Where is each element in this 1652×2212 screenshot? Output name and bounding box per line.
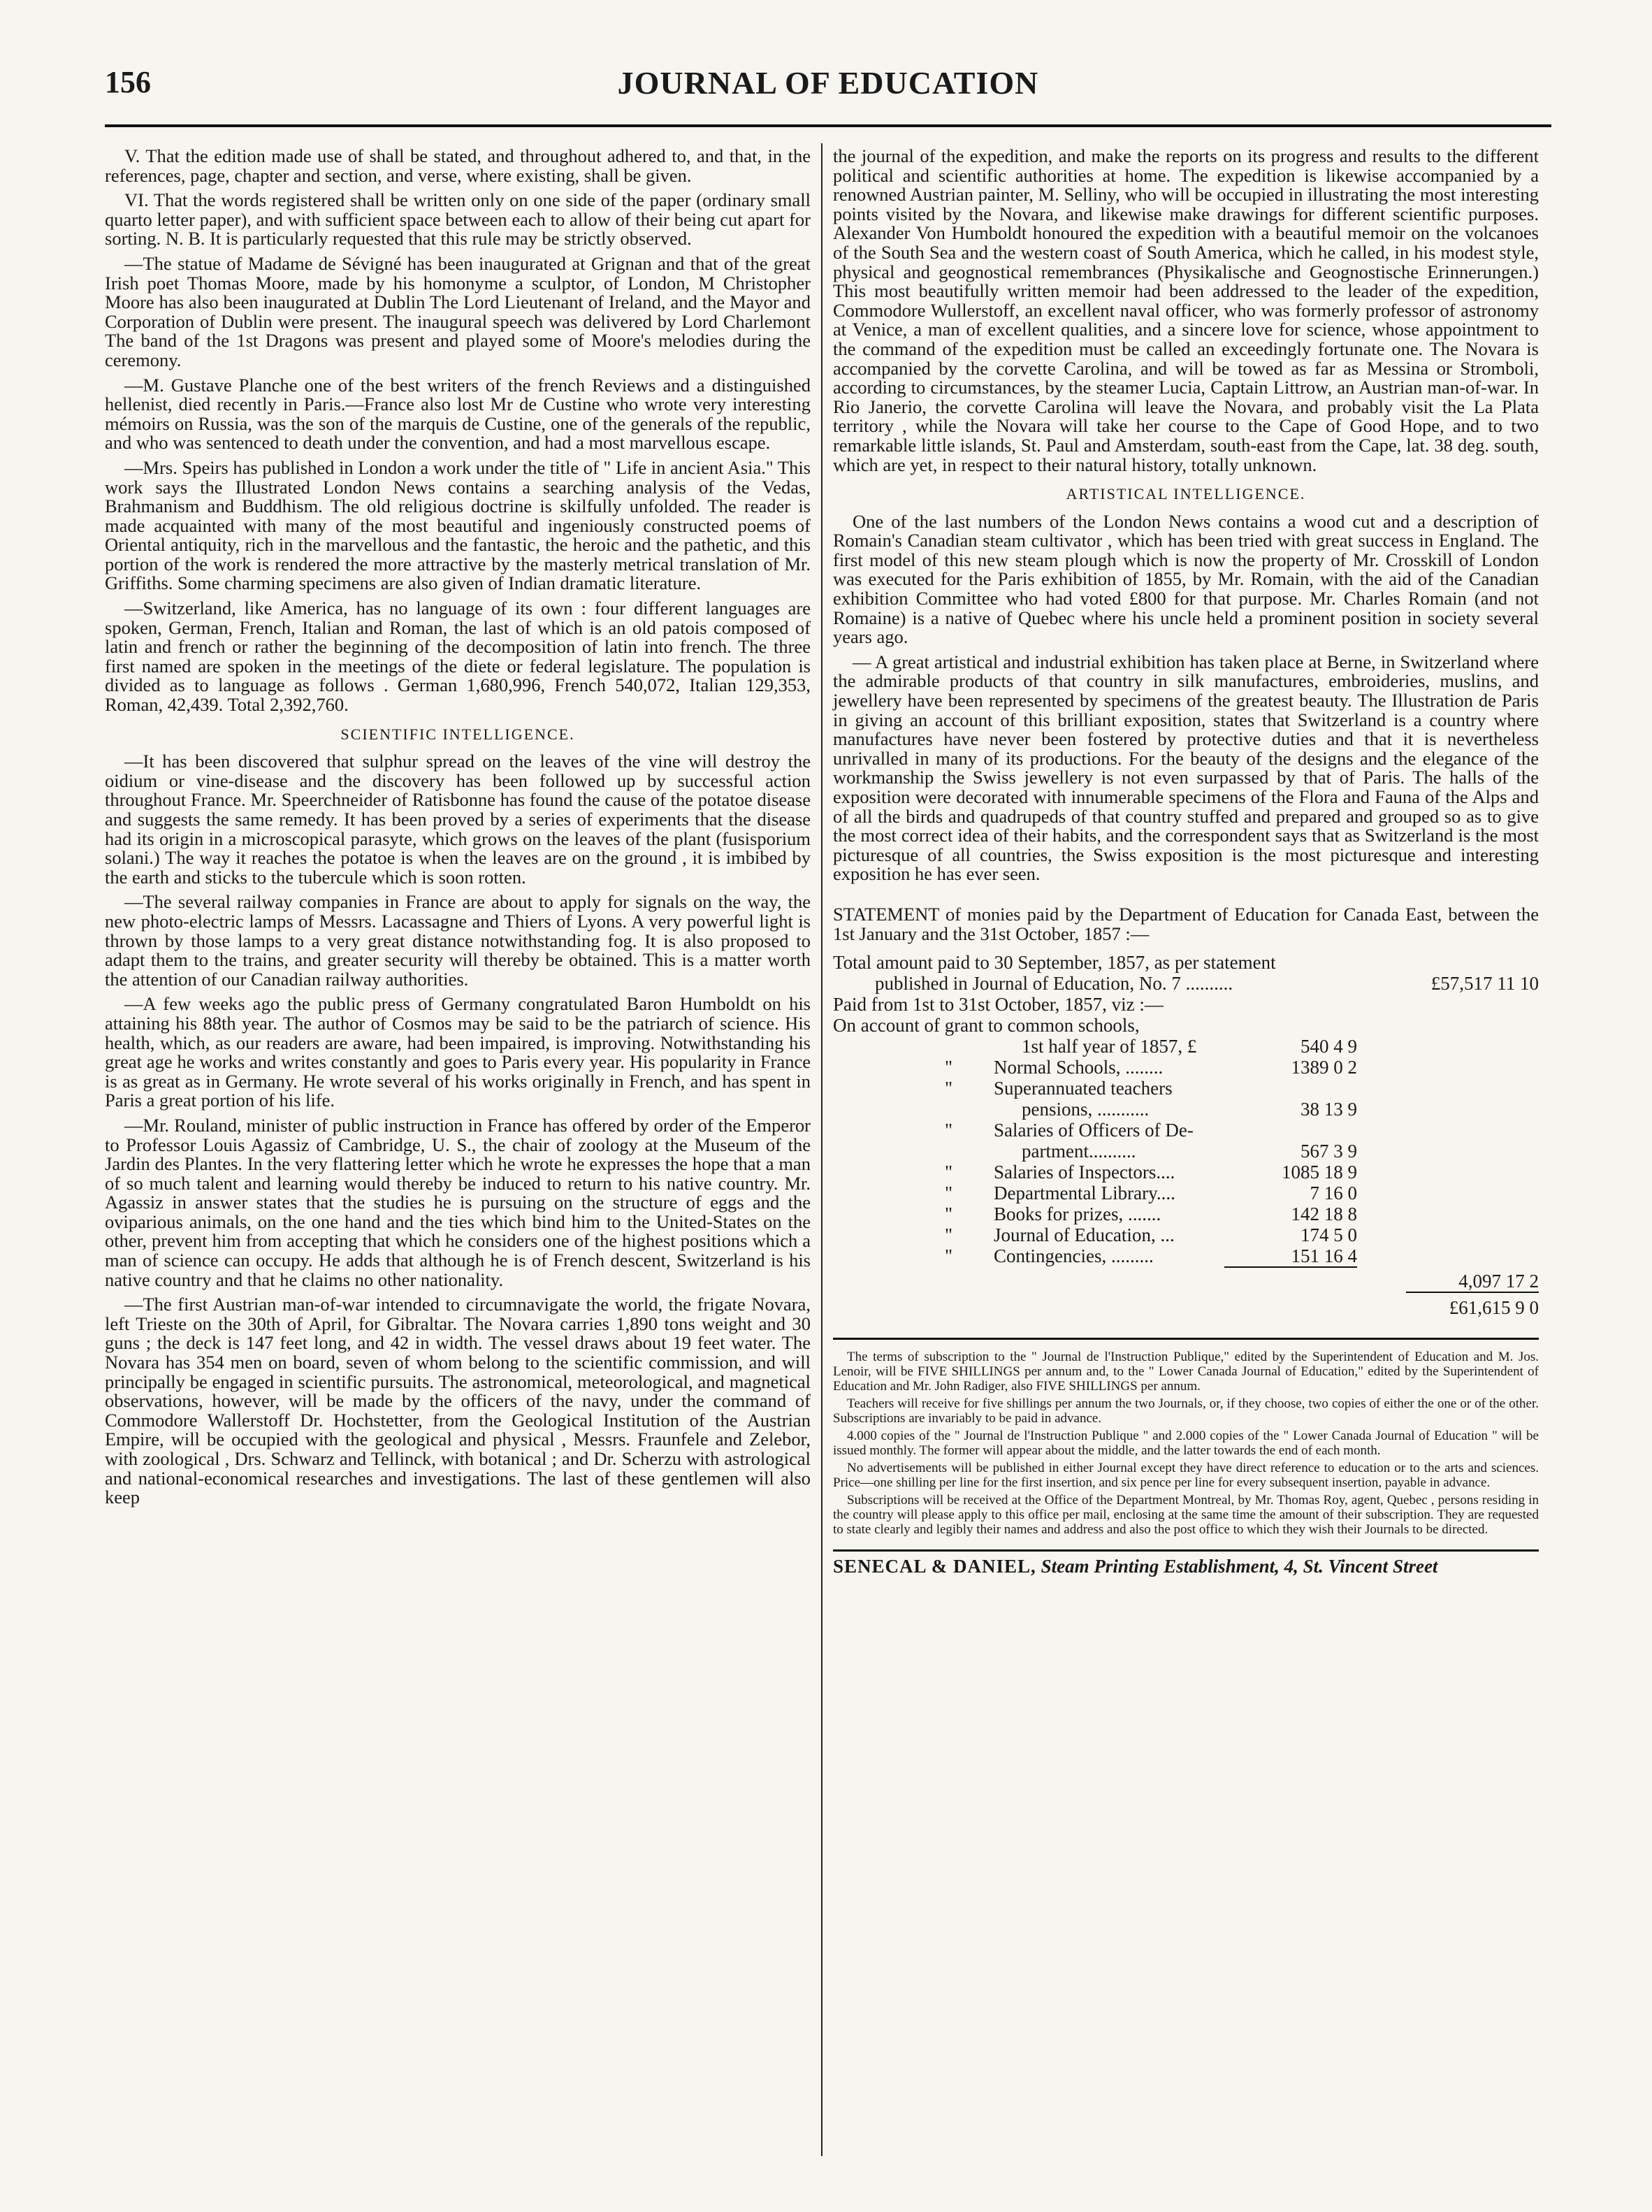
paragraph: — A great artistical and industrial exhibition has taken place at Berne, in Switzerland where the admirable products of that country in silk manufactures, embroideries, muslins, and jewellery have been represented by specimens of the greatest beauty. The Illustration de Paris in giving an account of this brilliant exposition, states that Switzerland is a country where manufactures have never been fostered by protective duties and that it is nevertheless unrivalled in many of its productions. For the beauty of the designs and the elegance of the workmanship the Swiss jewellery is not even surpassed by that of Paris. The halls of the exposition were decorated with innumerable specimens of the Flora and Fauna of the Alps and of all the birds and quadrupeds of that country stuffed and prepared and grouped so as to give the most correct idea of their habits, and the correspondent says that as Switzerland is the most picturesque of all countries, the Swiss exposition is the most picturesque and interesting exposition he has ever seen.: [833, 651, 1539, 885]
statement-item-row: [833, 1078, 1539, 1099]
statement-item-row: [833, 1057, 1539, 1078]
statement-label: On account of grant to common schools,: [833, 1015, 1140, 1036]
statement-item-amount: 174 5 0: [1300, 1224, 1357, 1246]
paragraph: —Mr. Rouland, minister of public instruction in France has offered by order of the Emperor to Professor Louis Agassiz of Cambridge, U. S., the chair of zoology at the Museum of the Jardin des Plantes. In the very flattering letter which he wrote he expresses the hope that a man of so much talent and learning would thereby be induced to return to his native country. Mr. Agassiz in answer states that the studies he is pursuing on the structure of eggs and the oviparious animals, on the one hand and the ties which bind him to the United-States on the other, prevent him from accepting that which he considers one of the highest positions which a man of science can occupy. He adds that although he is of French descent, Switzerland is his native country and that he claims no other nationality.: [105, 1114, 811, 1290]
section-heading: SCIENTIFIC INTELLIGENCE.: [340, 725, 575, 743]
statement-table: [833, 952, 1539, 1321]
printer-name: SENECAL & DANIEL,: [833, 1556, 1036, 1577]
statement-line: [833, 1015, 1539, 1036]
footer-rule: [833, 1338, 1539, 1340]
statement-item-label: 1st half year of 1857, £: [1022, 1036, 1197, 1057]
printer-imprint: [833, 1557, 1539, 1577]
statement-item-row: [833, 1036, 1539, 1057]
imprint-rule: [833, 1549, 1539, 1552]
ditto-mark: ": [945, 1203, 953, 1225]
statement-item-row: [833, 1183, 1539, 1203]
paragraph: VI. That the words registered shall be written only on one side of the paper (ordinary small quarto letter paper), and with sufficient space between each to allow of their being cut apart for sorting. N. B. It is particularly requested that this rule may be strictly observed.: [105, 189, 811, 250]
statement-item-amount: 7 16 0: [1310, 1183, 1357, 1204]
paragraph: —It has been discovered that sulphur spread on the leaves of the vine will destroy the oidium or vine-disease and the discovery has been followed up by successful action throughout France. Mr. Speerchneider of Ratisbonne has found the cause of the potatoe disease and suggests the same remedy. It has been proved by a series of experiments that the disease had its origin in a microscopical parasyte, which grows on the leaves of the plant (fusisporium solani.) The way it reaches the potatoe is when the leaves are on the ground , it is imbibed by the earth and sticks to the tubercule which is soon rotten.: [105, 751, 811, 888]
column-divider: [821, 143, 823, 2156]
notice-paragraph: Teachers will receive for five shillings per annum the two Journals, or, if they choose, two copies of either the one or of the other. Subscriptions are invariably to be paid in advance.: [833, 1396, 1539, 1426]
statement-line: [833, 973, 1539, 994]
statement-total-row: [833, 1290, 1539, 1321]
ditto-mark: ": [945, 1120, 953, 1141]
ditto-mark: ": [945, 1245, 953, 1267]
right-column: [833, 147, 1539, 1577]
statement-item-row: [833, 1099, 1539, 1120]
statement-item-label: partment..........: [1022, 1141, 1136, 1162]
statement-item-label: Departmental Library....: [994, 1183, 1175, 1204]
statement-item-row: [833, 1224, 1539, 1245]
paragraph: V. That the edition made use of shall be stated, and throughout adhered to, and that, in the references, page, chapter and section, and verse, where existing, shall be given.: [105, 145, 811, 186]
statement-subtotal: 4,097 17 2: [1458, 1271, 1539, 1292]
statement-item-label: Contingencies, .........: [994, 1245, 1154, 1267]
journal-title: JOURNAL OF EDUCATION: [617, 65, 1039, 101]
page-header: [105, 64, 1551, 106]
statement-item-amount: 38 13 9: [1300, 1099, 1357, 1120]
statement-item-row: [833, 1245, 1539, 1266]
statement-item-amount: 142 18 8: [1291, 1203, 1357, 1225]
statement-item-row: [833, 1162, 1539, 1183]
left-column: [105, 147, 811, 2160]
paragraph: —The statue of Madame de Sévigné has been inaugurated at Grignan and that of the great Irish poet Thomas Moore, made by his homonyme a sculptor, of London, M Christopher Moore has also been inaugurated at Dublin The Lord Lieutenant of Ireland, and the Mayor and Corporation of Dublin were present. The inaugural speech was delivered by Lord Charlemont The band of the 1st Dragons was present and played some of Moore's melodies during the ceremony.: [105, 252, 811, 370]
ditto-mark: ": [945, 1078, 953, 1099]
printer-establishment: Steam Printing Establishment, 4, St. Vincent Street: [1041, 1556, 1438, 1577]
statement-item-row: [833, 1203, 1539, 1224]
notice-paragraph: 4.000 copies of the " Journal de l'Instruction Publique " and 2.000 copies of the " Lower Canada Journal of Education " will be issued monthly. The former will appear about the middle, and the latter towards the end of each month.: [833, 1429, 1539, 1459]
paragraph: —M. Gustave Planche one of the best writers of the french Reviews and a distinguished hellenist, died recently in Paris.—France also lost Mr de Custine who wrote very interesting mémoirs on Russia, was the son of the marquis de Custine, one of the generals of the republic, and who was sentenced to death under the convention, and had a most marvellous escape.: [105, 374, 811, 454]
notice-paragraph: No advertisements will be published in either Journal except they have direct reference to education or to the arts and sciences. Price—one shilling per line for the first insertion, and six pence per line for every subsequent insertion, payable in advance.: [833, 1461, 1539, 1491]
subscription-notices: [833, 1350, 1539, 1537]
paragraph: the journal of the expedition, and make the reports on its progress and results to the different political and scientific authorities at home. The expedition is likewise accompanied by a renowned Austrian painter, M. Selliny, who will be occupied in illustrating the most interesting points visited by the Novara, and likewise make drawings for different scientific purposes. Alexander Von Humboldt honoured the expedition with a beautiful memoir on the volcanoes of the South Sea and the western coast of South America, which he called, in his modest style, physical and geognostical remembrances (Physikalische and Geognostische Erinnerungen.) This most beautifully written memoir had been addressed to the leader of the expedition, Commodore Wullerstoff, an excellent naval officer, who was formerly professor of astronomy at Venice, a man of excellent qualities, and a sincere love for science, whose appointment to the command of the expedition must be called an exceedingly fortunate one. The Novara is accompanied by the corvette Carolina, and will be towed as far as Messina or Stromboli, according to circumstances, by the steamer Lucia, Captain Littrow, an Austrian man-of-war. In Rio Janerio, the corvette Carolina will leave the Novara, and probably visit the La Plata territory , while the Novara will take her course to the Cape of Good Hope, and to two remarkable little islands, St. Paul and Amsterdam, south-east from the Cape, lat. 38 deg. south, which are yet, in respect to their natural history, totally unknown.: [833, 145, 1539, 475]
statement-item-row: [833, 1120, 1539, 1141]
statement-item-label: Salaries of Inspectors....: [994, 1162, 1175, 1183]
notice-paragraph: The terms of subscription to the " Journal de l'Instruction Publique," edited by the Superintendent of Education and M. Jos. Lenoir, will be FIVE SHILLINGS per annum and, to the " Lower Canada Journal of Education," edited by the Superintendent of Education and Mr. John Radiger, also FIVE SHILLINGS per annum.: [833, 1350, 1539, 1394]
statement-item-label: pensions, ...........: [1022, 1099, 1150, 1120]
page-number: 156: [105, 65, 151, 99]
statement-label: published in Journal of Education, No. 7 ..........: [875, 973, 1233, 995]
statement-line: [833, 952, 1539, 973]
header-rule: [105, 124, 1551, 127]
statement-item-label: Superannuated teachers: [994, 1078, 1173, 1099]
section-heading: ARTISTICAL INTELLIGENCE.: [1066, 485, 1306, 503]
statement-item-label: Journal of Education, ...: [994, 1224, 1175, 1246]
paragraph: One of the last numbers of the London News contains a wood cut and a description of Romain's Canadian steam cultivator , which has been tried with great success in England. The first model of this new steam plough which is now the property of Mr. Crosskill of London was executed for the Paris exhibition of 1855, by Mr. Romain, with the aid of the Canadian exhibition Committee who had voted £800 for that purpose. Mr. Charles Romain (and not Romaine) is a native of Quebec where his uncle held a prominent position in society several years ago.: [833, 510, 1539, 648]
ditto-mark: ": [945, 1224, 953, 1246]
statement-amount: £57,517 11 10: [1430, 973, 1539, 995]
paragraph: —The several railway companies in France are about to apply for signals on the way, the new photo-electric lamps of Messrs. Lacassagne and Thiers of Lyons. A very powerful light is thrown by those lamps to a very great distance notwithstanding fog. It is also proposed to adapt them to the trains, and greater security will thereby be obtained. This is a matter worth the attention of our Canadian railway authorities.: [105, 891, 811, 990]
statement-item-row: [833, 1141, 1539, 1162]
ditto-mark: ": [945, 1183, 953, 1204]
statement-item-amount: 540 4 9: [1300, 1036, 1357, 1057]
statement-label: Total amount paid to 30 September, 1857, as per statement: [833, 952, 1276, 974]
paragraph: —The first Austrian man-of-war intended to circumnavigate the world, the frigate Novara, left Trieste on the 30th of April, for Gibraltar. The Novara carries 1,890 tons weight and 30 guns ; the deck is 147 feet long, and 42 in width. The vessel draws about 19 feet water. The Novara has 354 men on board, seven of whom belong to the scientific commission, and will principally be engaged in scientific pursuits. The astronomical, meteorological, and magnetical observations, however, will be made by the officers of the navy, under the command of Commodore Wallerstoff Dr. Hochstetter, from the Geological Institution of the Austrian Empire, will be occupied with the geological and physical , Messrs. Fraunfele and Zelebor, with zoological , Drs. Schwarz and Tellinck, with botanical ; and Dr. Scherzu with astrological and national-economical researches and investigations. The last of these gentlemen will also keep: [105, 1294, 811, 1508]
statement-intro: STATEMENT of monies paid by the Department of Education for Canada East, between the 1st January and the 31st October, 1857 :—: [833, 903, 1539, 944]
statement-item-amount: 151 16 4: [1291, 1245, 1357, 1267]
paragraph: —Switzerland, like America, has no language of its own : four different languages are spoken, German, French, Italian and Roman, the last of which is an old patois composed of latin and french or rather the beginning of the decomposition of latin into french. The three first named are spoken in the meetings of the diete or federal legislature. The population is divided as to language as follows . German 1,680,996, French 540,072, Italian 129,353, Roman, 42,439. Total 2,392,760.: [105, 598, 811, 716]
sum-rule: [1406, 1292, 1539, 1293]
paragraph: —Mrs. Speirs has published in London a work under the title of " Life in ancient Asia." This work says the Illustrated London News contains a searching analysis of the Vedas, Brahmanism and Buddhism. The old religious doctrine is skilfully unfolded. The reader is made acquainted with many of the most beautiful and ingeniously constructed poems of Oriental antiquity, rich in the marvellous and the fantastic, the heroic and the pathetic, and this portion of the work is rendered the more attractive by the masterly metrical translation of Mr. Griffiths. Some charming specimens are also given of Indian dramatic literature.: [105, 456, 811, 594]
statement-item-amount: 567 3 9: [1300, 1141, 1357, 1162]
statement-item-label: Normal Schools, ........: [994, 1057, 1164, 1078]
statement-subtotal-row: [833, 1266, 1539, 1290]
notice-paragraph: Subscriptions will be received at the Office of the Department Montreal, by Mr. Thomas Roy, agent, Quebec , persons residing in the country will please apply to this office per mail, enclosing at the same time the amount of their subscription. They are requested to state clearly and legibly their names and address and also the post office to which they wish their Journals to be directed.: [833, 1493, 1539, 1538]
sum-rule: [1224, 1266, 1357, 1268]
statement-item-label: Salaries of Officers of De-: [994, 1120, 1194, 1141]
ditto-mark: ": [945, 1057, 953, 1078]
statement-item-amount: 1389 0 2: [1291, 1057, 1357, 1078]
statement-total: £61,615 9 0: [1449, 1297, 1539, 1319]
ditto-mark: ": [945, 1162, 953, 1183]
statement-item-amount: 1085 18 9: [1282, 1162, 1357, 1183]
paragraph: —A few weeks ago the public press of Germany congratulated Baron Humboldt on his attaining his 88th year. The author of Cosmos may be said to be the patriarch of science. His health, which, as our readers are aware, had been impaired, is improving. Notwithstanding his great age he works and writes constantly and goes to Paris every year. His popularity in France is as great as in Germany. He wrote several of his works originally in French, and has spent in Paris a great portion of his life.: [105, 993, 811, 1111]
statement-label: Paid from 1st to 31st October, 1857, viz :—: [833, 994, 1164, 1015]
statement-line: [833, 994, 1539, 1015]
statement-items: [833, 1036, 1539, 1266]
statement-item-label: Books for prizes, .......: [994, 1203, 1161, 1225]
